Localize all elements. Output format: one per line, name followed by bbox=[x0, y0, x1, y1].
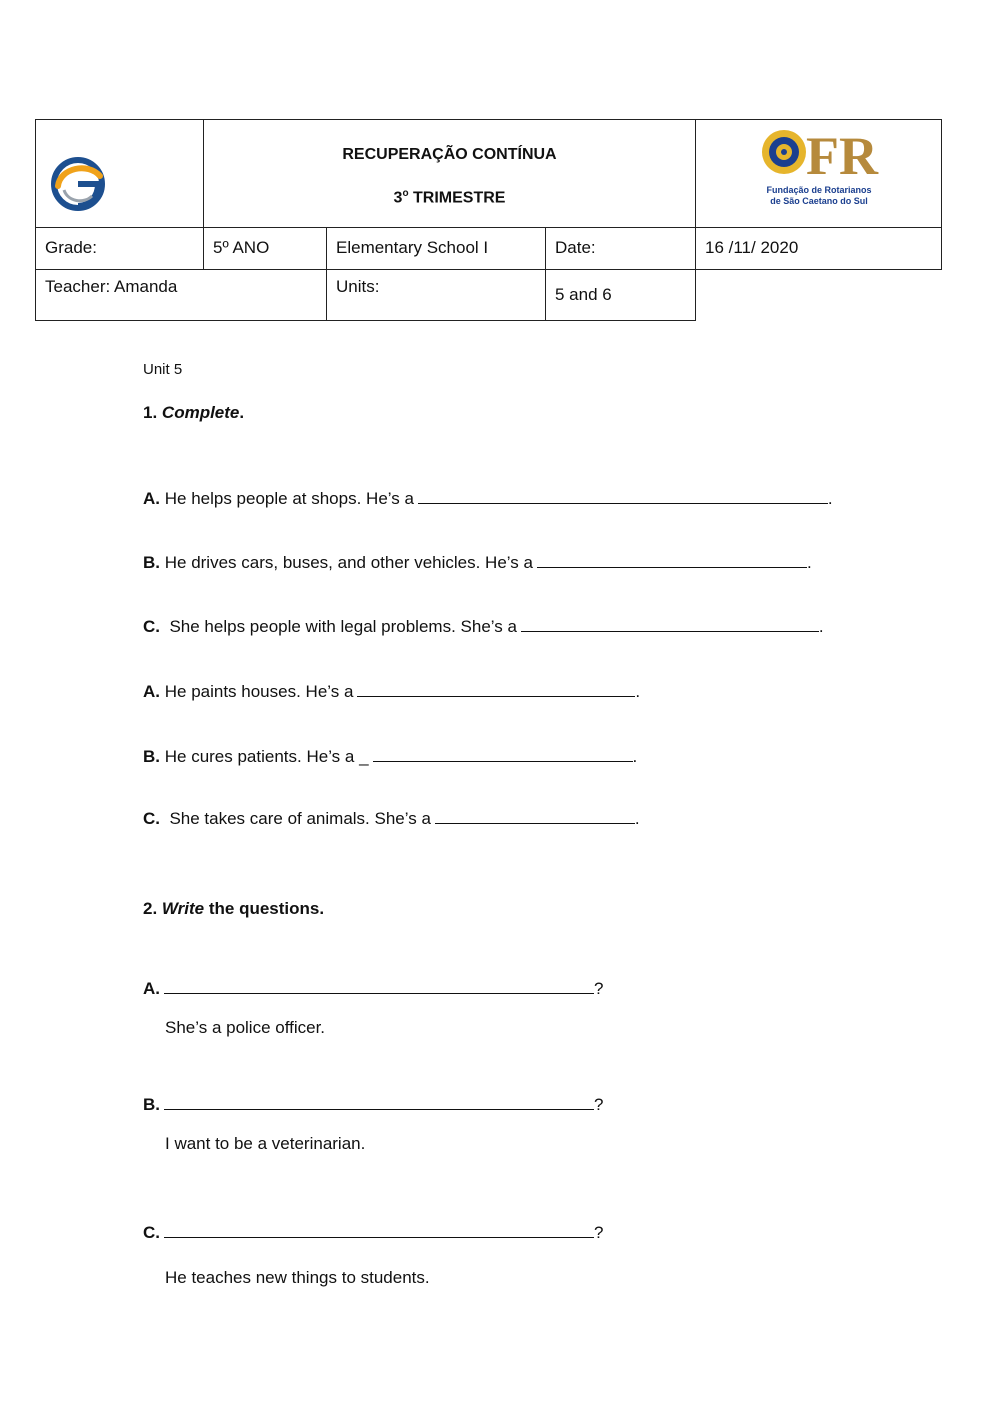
foundation-name-line1: Fundação de Rotarianos bbox=[766, 185, 872, 195]
exercise2-question bbox=[143, 979, 603, 999]
answer-blank[interactable] bbox=[418, 489, 828, 504]
rotary-fr-logo-icon bbox=[760, 124, 880, 214]
answer-blank[interactable] bbox=[521, 617, 819, 632]
item-letter: B. bbox=[143, 747, 160, 766]
answer-blank[interactable] bbox=[537, 553, 807, 568]
item-letter: C. bbox=[143, 617, 160, 636]
exercise2-question bbox=[143, 1095, 603, 1115]
item-end: . bbox=[827, 489, 833, 508]
item-end: ? bbox=[594, 1095, 604, 1114]
answer-blank[interactable] bbox=[373, 747, 633, 762]
exercise2-number: 2. bbox=[143, 899, 158, 918]
trimester-number: 3 bbox=[393, 189, 403, 207]
question-blank[interactable] bbox=[164, 979, 594, 994]
table-border-bottom bbox=[35, 320, 696, 321]
table-border-right bbox=[941, 119, 942, 270]
question-blank[interactable] bbox=[164, 1223, 594, 1238]
exercise2-question bbox=[143, 1223, 603, 1243]
question-blank[interactable] bbox=[164, 1095, 594, 1110]
exercise1-item bbox=[143, 809, 640, 829]
teacher-value: Teacher: Amanda bbox=[45, 277, 178, 296]
exercise1-item bbox=[143, 682, 640, 702]
school-value: Elementary School I bbox=[336, 238, 489, 257]
grade-label: Grade: bbox=[45, 238, 97, 257]
exercise2-instruction-italic: Write bbox=[161, 899, 205, 918]
item-letter: C. bbox=[143, 809, 160, 828]
exercise2-answer: I want to be a veterinarian. bbox=[165, 1134, 366, 1153]
item-text: She helps people with legal problems. She’s a bbox=[169, 617, 517, 636]
exercise1-instruction-end: . bbox=[239, 403, 245, 422]
date-value: 16 /11/ 2020 bbox=[705, 238, 799, 257]
item-letter: C. bbox=[143, 1223, 160, 1242]
exercise2-answer: She’s a police officer. bbox=[165, 1018, 326, 1037]
exercise1-heading bbox=[143, 403, 244, 423]
exercise2-heading bbox=[143, 899, 324, 919]
exercise1-number: 1. bbox=[143, 403, 158, 422]
unit-label: Unit 5 bbox=[143, 361, 183, 378]
item-letter: A. bbox=[143, 979, 160, 998]
foundation-name-line2: de São Caetano do Sul bbox=[770, 196, 868, 206]
item-text: He helps people at shops. He’s a bbox=[164, 489, 414, 508]
grade-value: 5º ANO bbox=[213, 238, 270, 257]
trimester-ordinal: o bbox=[402, 188, 409, 199]
item-text: He drives cars, buses, and other vehicles. He’s a bbox=[164, 553, 533, 572]
exercise1-item bbox=[143, 553, 812, 573]
item-text: He cures patients. He’s a _ bbox=[164, 747, 369, 766]
exercise2-answer: He teaches new things to students. bbox=[165, 1268, 430, 1287]
item-letter: A. bbox=[143, 682, 160, 701]
item-end: ? bbox=[594, 979, 604, 998]
exercise1-item bbox=[143, 489, 833, 509]
item-end: ? bbox=[594, 1223, 604, 1242]
item-letter: A. bbox=[143, 489, 160, 508]
item-text: He paints houses. He’s a bbox=[164, 682, 354, 701]
exercise1-item bbox=[143, 747, 637, 767]
units-label: Units: bbox=[336, 277, 380, 296]
item-end: . bbox=[818, 617, 824, 636]
units-value: 5 and 6 bbox=[555, 285, 612, 304]
page-title: RECUPERAÇÃO CONTÍNUA bbox=[342, 146, 557, 163]
svg-text:FR: FR bbox=[806, 126, 878, 186]
trimester-title bbox=[204, 188, 695, 207]
item-letter: B. bbox=[143, 553, 160, 572]
exercise1-item bbox=[143, 617, 824, 637]
item-end: . bbox=[632, 747, 638, 766]
item-end: . bbox=[635, 682, 641, 701]
answer-blank[interactable] bbox=[357, 682, 635, 697]
item-text: She takes care of animals. She’s a bbox=[169, 809, 431, 828]
table-border bbox=[695, 119, 696, 321]
item-end: . bbox=[806, 553, 812, 572]
table-border-top bbox=[35, 119, 942, 120]
answer-blank[interactable] bbox=[435, 809, 635, 824]
exercise2-instruction-rest: the questions. bbox=[208, 899, 325, 918]
g-logo-icon bbox=[50, 156, 106, 217]
date-label: Date: bbox=[555, 238, 596, 257]
exercise1-instruction: Complete bbox=[161, 403, 240, 422]
table-border bbox=[35, 269, 942, 270]
trimester-label: TRIMESTRE bbox=[413, 189, 506, 207]
item-end: . bbox=[634, 809, 640, 828]
item-letter: B. bbox=[143, 1095, 160, 1114]
